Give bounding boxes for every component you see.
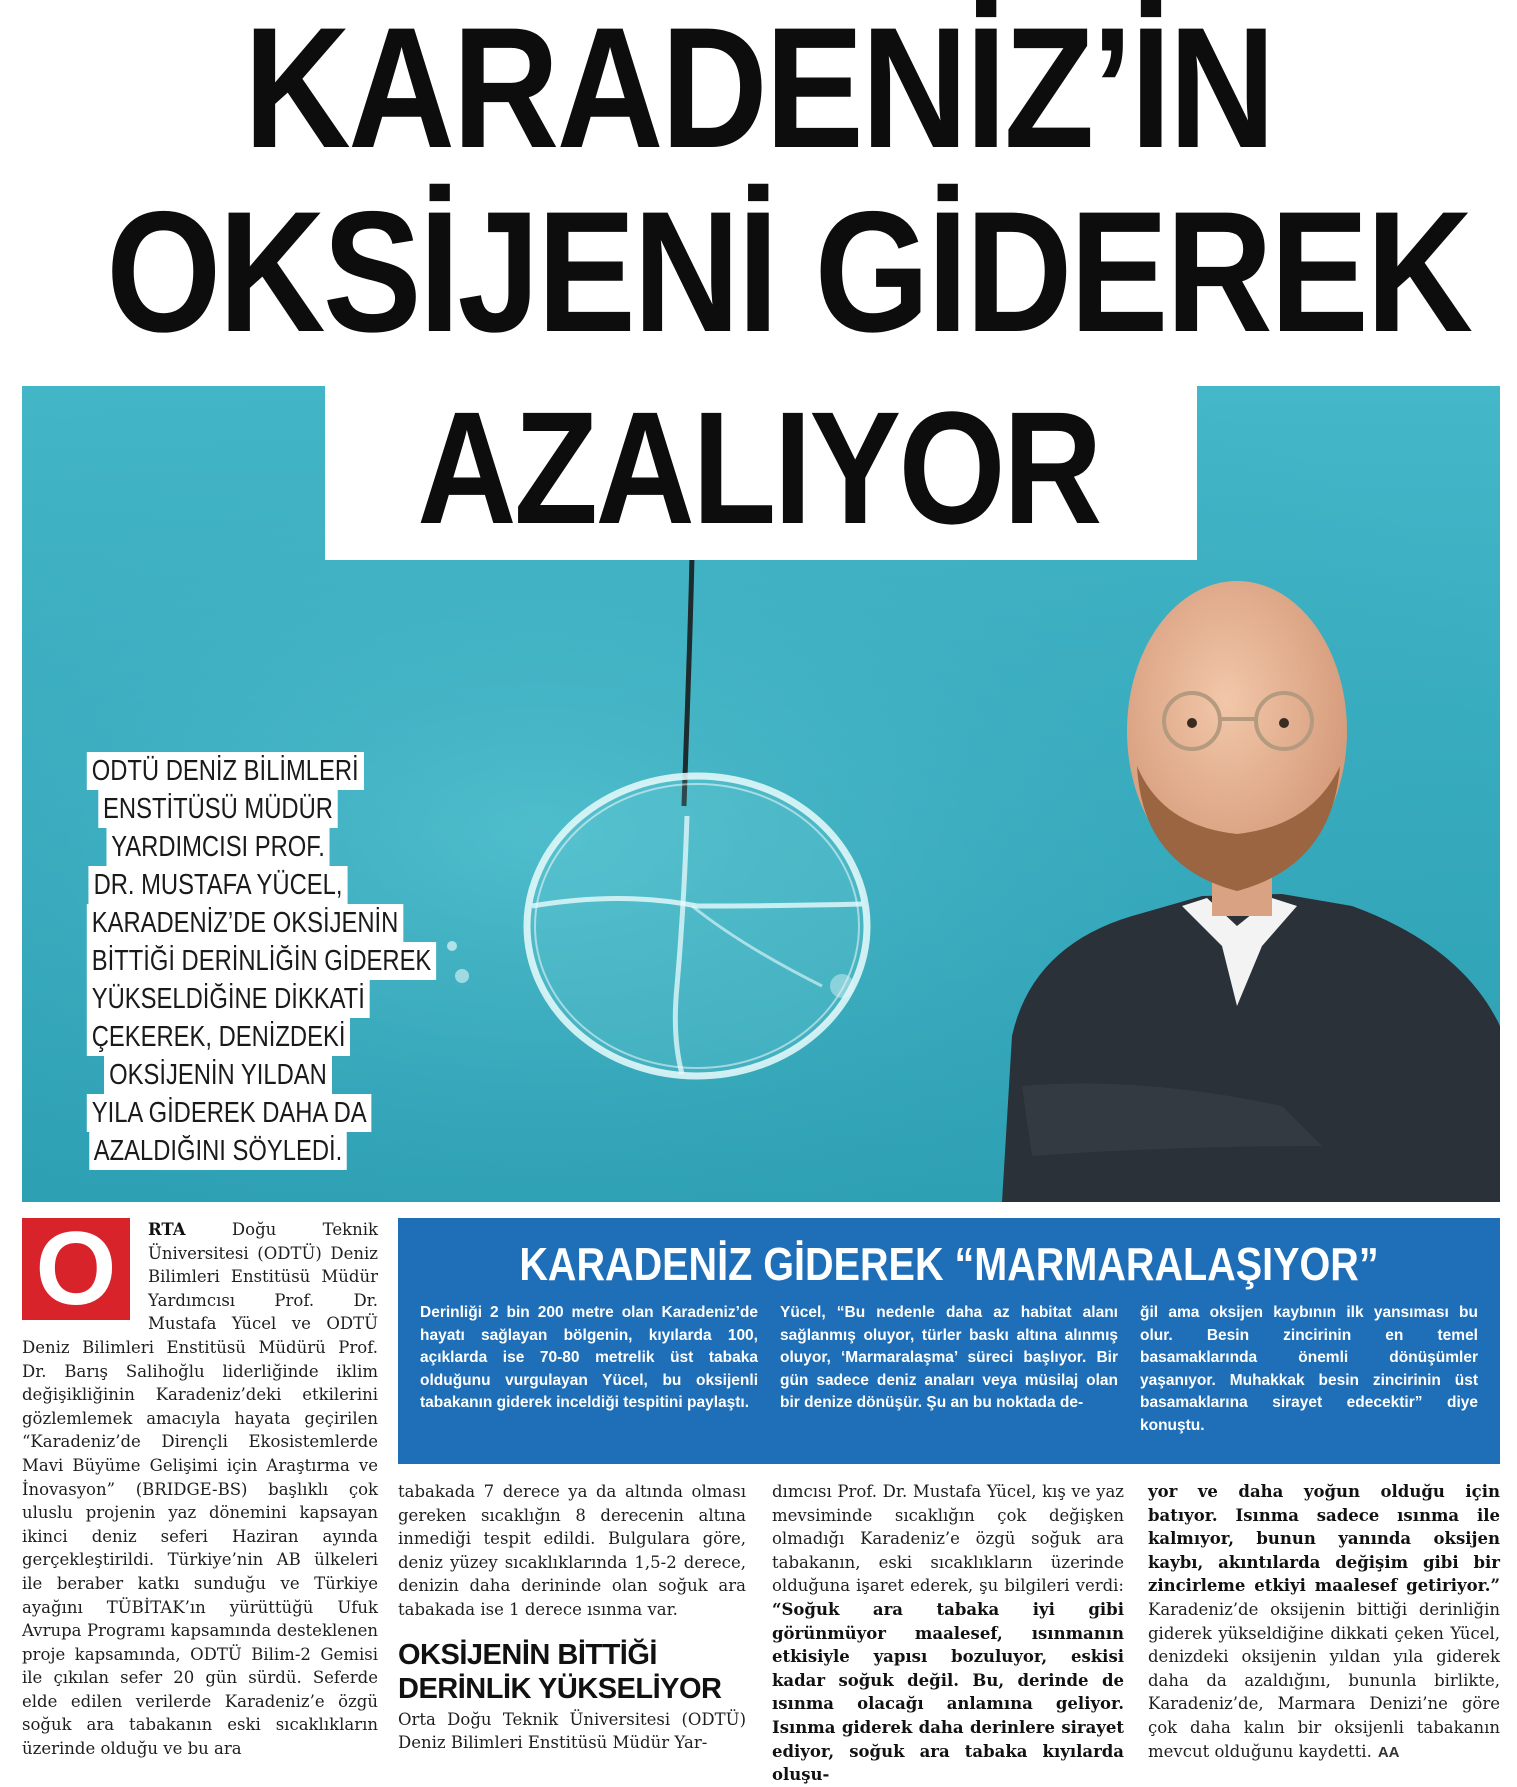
- caption-line: ENSTİTÜSÜ MÜDÜR: [98, 790, 338, 828]
- source-mark: AA: [1377, 1743, 1400, 1761]
- headline-line-3: AZALIYOR: [417, 378, 1100, 557]
- col3-quote: “Soğuk ara tabaka iyi gibi görünmüyor maalesef, ısınmanın etkisiyle yapısı bozuluyor, eskisi kadar soğuk değil. Bu, derinde de ısınma olacağı anlamına geliyor. Isınma giderek daha derinlere sirayet ediyor, soğuk ara tabaka kıyılarda oluşu-: [772, 1599, 1124, 1785]
- article-column-2: [398, 1480, 746, 1755]
- col4-paragraph: [1148, 1480, 1500, 1764]
- headline-line-1: KARADENİZ’İN: [243, 0, 1274, 184]
- caption-line: KARADENİZ’DE OKSİJENİN: [87, 904, 403, 942]
- col2-paragraph: tabakada 7 derece ya da altında olması gereken sıcaklığın 8 derecenin altına inmediği tespit edildi. Bulgulara göre, deniz yüzey sıcaklıklarında 1,5-2 derece, denizin daha derininde olan soğuk ara tabakada ise 1 derece ısınma var.: [398, 1482, 746, 1619]
- photo-caption: [87, 752, 432, 1170]
- col3-paragraph: [772, 1480, 1124, 1787]
- caption-line: OKSİJENİN YILDAN: [104, 1056, 331, 1094]
- caption-line: ÇEKEREK, DENİZDEKİ: [87, 1018, 351, 1056]
- col2-paragraph-b: Orta Doğu Teknik Üniversitesi (ODTÜ) Deniz Bilimleri Enstitüsü Müdür Yar-: [398, 1709, 746, 1753]
- caption-line: YILA GİDEREK DAHA DA: [87, 1094, 372, 1132]
- sidebar-box-col-3: ğil ama oksijen kaybının ilk yansıması bu olur. Besin zincirinin en temel basamaklarında önemli dönüşümler yaşanıyor. Muhakkak besin zincirinin üst basamaklarına sirayet edecektir” diye konuştu.: [1140, 1304, 1478, 1434]
- section-subhead: OKSİJENİN BİTTİĞİ DERİNLİK YÜKSELİYOR: [398, 1638, 722, 1705]
- caption-line: ODTÜ DENİZ BİLİMLERİ: [87, 752, 364, 790]
- col4-quote: yor ve daha yoğun olduğu için batıyor. Isınma sadece ısınma ile kalmıyor, bunun yanında oksijen kaybı, akıntılarda değişim gibi bir zincirleme etkiyi maalesef getiriyor.”: [1148, 1482, 1500, 1596]
- col1-text: Doğu Teknik Üniversitesi (ODTÜ) Deniz Bilimleri Enstitüsü Müdür Yardımcısı Prof. Dr. Mustafa Yücel ve ODTÜ Deniz Bilimleri Enstitüsü Müdürü Prof. Dr. Barış Salihoğlu liderliğinde iklim değişikliğinin Karadeniz’deki etkilerini gözlemlemek amacıyla hayata geçirilen “Karadeniz’de Dirençli Ekosistemlerde Mavi Büyüme Gelişimi için Araştırma ve İnovasyon” (BRIDGE-BS) başlıklı çok uluslu projenin yaz dönemini kapsayan ikinci deniz seferi Haziran ayında gerçekleştirildi. Türkiye’nin AB ülkeleri ile beraber katkı sunduğu ve Türkiye ayağını TÜBİTAK’ın yürüttüğü Ufuk Avrupa Programı kapsamında desteklenen proje kapsamında, ODTÜ Bilim-2 Gemisi ile çıkılan sefer 20 gün sürdü. Seferde elde edilen verilerde Karadeniz’e özgü soğuk ara tabakanın eski sıcaklıkların üzerinde olduğu ve bu ara: [22, 1220, 378, 1759]
- drop-cap: O: [22, 1218, 130, 1320]
- article-column-4: [1148, 1480, 1500, 1764]
- sidebar-box-col-1: Derinliği 2 bin 200 metre olan Karadeniz’de hayatı sağlayan bölgenin, kıyılarda 100, açıklarda ise 70-80 metrelik üst tabaka olduğunu vurgulayan Yücel, bu oksijenli tabakanın giderek inceldiği tespitini paylaştı.: [420, 1304, 758, 1411]
- col3-text: dımcısı Prof. Dr. Mustafa Yücel, kış ve yaz mevsiminde sıcaklığın çok değişken olmadığı Karadeniz’e özgü soğuk ara tabakanın, eski sıcaklıkların üzerinde olduğuna işaret ederek, şu bilgileri verdi:: [772, 1482, 1124, 1596]
- caption-line: AZALDIĞINI SÖYLEDİ.: [89, 1132, 347, 1170]
- caption-line: DR. MUSTAFA YÜCEL,: [89, 866, 348, 904]
- headline-line-2: OKSİJENİ GİDEREK: [106, 176, 1471, 368]
- caption-line: YARDIMCISI PROF.: [106, 828, 329, 866]
- lead-bold: RTA: [148, 1220, 186, 1239]
- article-column-3: [772, 1480, 1124, 1787]
- sidebar-box: [398, 1218, 1500, 1464]
- sidebar-box-title: KARADENİZ GİDEREK “MARMARALAŞIYOR”: [519, 1238, 1379, 1290]
- caption-line: YÜKSELDİĞİNE DİKKATİ: [87, 980, 370, 1018]
- sidebar-box-col-2: Yücel, “Bu nedenle daha az habitat alanı sağlanmış oluyor, türler baskı altına alınmış oluyor, ‘Marmaralaşma’ süreci başlıyor. Bir gün sadece deniz anaları veya müsilaj olan bir denize dönüşür. Şu an bu noktada de-: [780, 1304, 1118, 1411]
- col4-text: Karadeniz’de oksijenin bittiği derinliğin giderek yükseldiğine dikkati çeken Yücel, denizdeki oksijenin yıldan yıla giderek daha da azaldığını, bununla birlikte, Karadeniz’de, Marmara Denizi’ne göre çok daha kalın bir oksijenli tabakanın mevcut olduğunu kaydetti.: [1148, 1599, 1500, 1761]
- caption-line: BİTTİĞİ DERİNLİĞİN GİDEREK: [87, 942, 436, 980]
